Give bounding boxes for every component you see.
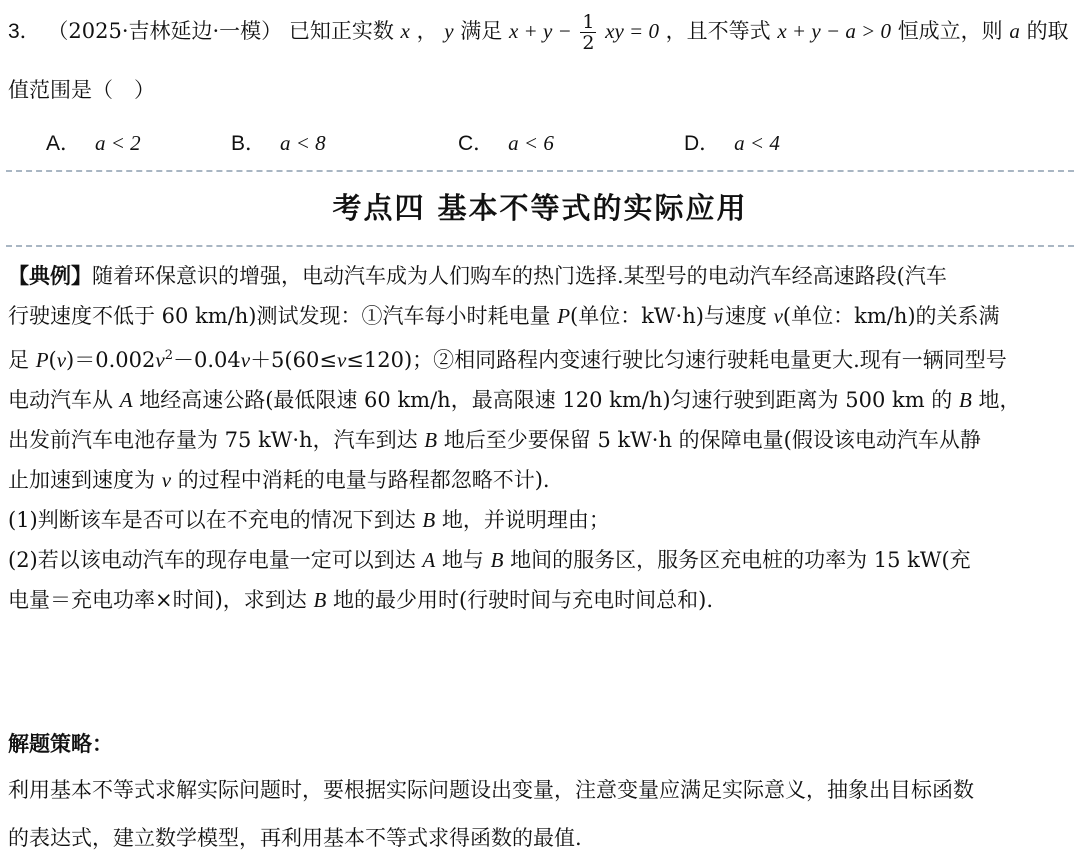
example-text: －0.04 bbox=[172, 348, 241, 372]
var-P: P bbox=[35, 348, 49, 372]
example-text: ≤120)；②相同路程内变速行驶比匀速行驶耗电量更大.现有一辆同型号 bbox=[346, 348, 1007, 372]
inequality: x + y − a > 0 bbox=[777, 19, 891, 43]
strategy-line-2: 的表达式，建立数学模型，再利用基本不等式求得函数的最值. bbox=[8, 826, 582, 850]
question-text: 恒成立，则 bbox=[897, 19, 1003, 43]
var-y: y bbox=[444, 19, 454, 43]
example-text: 地后至少要保留 5 kW·h 的保障电量(假设该电动汽车从静 bbox=[437, 428, 981, 452]
example-tag: 【典例】 bbox=[8, 263, 92, 288]
question-stem-line-1 bbox=[8, 6, 1080, 57]
equation-left: x + y − bbox=[508, 19, 572, 43]
dashed-divider-bottom bbox=[6, 245, 1074, 247]
example-text: ( bbox=[48, 348, 57, 372]
var-P: P bbox=[557, 304, 571, 328]
option-c[interactable] bbox=[458, 128, 554, 159]
example-text: 出发前汽车电池存量为 75 kW·h，汽车到达 bbox=[8, 428, 425, 452]
example-text: (单位：km/h)的关系满 bbox=[782, 304, 1000, 328]
var-v: v bbox=[161, 468, 172, 492]
var-v: v bbox=[56, 348, 67, 372]
example-text: 地与 bbox=[435, 548, 491, 572]
option-value: a < 2 bbox=[95, 131, 141, 155]
fraction-denominator: 2 bbox=[582, 32, 595, 54]
fraction-half bbox=[580, 12, 596, 53]
example-text: (1)判断该车是否可以在不充电的情况下到达 bbox=[8, 508, 423, 532]
example-text: 地经高速公路(最低限速 60 km/h，最高限速 120 km/h)匀速行驶到距离为 500 km 的 bbox=[132, 388, 959, 412]
option-value: a < 4 bbox=[734, 131, 780, 155]
question-text: 已知正实数 bbox=[288, 19, 394, 43]
example-text: 电量＝充电功率×时间)，求到达 bbox=[8, 588, 314, 612]
answer-options bbox=[0, 128, 1080, 158]
section-heading: 考点四 基本不等式的实际应用 bbox=[332, 191, 748, 225]
example-text: 地间的服务区，服务区充电桩的功率为 15 kW(充 bbox=[503, 548, 971, 572]
option-value: a < 8 bbox=[280, 131, 326, 155]
var-v: v bbox=[336, 348, 347, 372]
strategy-title: 解题策略： bbox=[8, 731, 113, 756]
var-B: B bbox=[958, 388, 972, 412]
option-label: A． bbox=[46, 132, 82, 155]
example-line-3 bbox=[8, 336, 1074, 380]
example-text: 地的最少用时(行驶时间与充电时间总和). bbox=[326, 588, 714, 612]
var-B: B bbox=[422, 508, 436, 532]
example-text: 地，并说明理由； bbox=[435, 508, 610, 532]
example-text: 电动汽车从 bbox=[8, 388, 120, 412]
example-text: )＝0.002 bbox=[66, 348, 156, 372]
fraction-numerator: 1 bbox=[582, 11, 595, 33]
example-text: 的过程中消耗的电量与路程都忽略不计). bbox=[171, 468, 550, 492]
exponent: 2 bbox=[164, 348, 173, 363]
option-label: C． bbox=[458, 132, 495, 155]
var-A: A bbox=[422, 548, 436, 572]
example-line-4 bbox=[8, 380, 1074, 420]
option-b[interactable] bbox=[231, 128, 326, 159]
var-v: v bbox=[155, 348, 165, 372]
option-value: a < 6 bbox=[508, 131, 554, 155]
var-x: x bbox=[400, 19, 410, 43]
sub-question-2-line-1 bbox=[8, 540, 1074, 580]
option-label: D． bbox=[684, 132, 721, 155]
var-v: v bbox=[240, 348, 251, 372]
var-v: v bbox=[773, 304, 783, 328]
comma: ， bbox=[416, 19, 438, 43]
question-text: 的取 bbox=[1026, 19, 1069, 43]
question-text: ，且不等式 bbox=[665, 19, 771, 43]
var-B: B bbox=[424, 428, 438, 452]
option-d[interactable] bbox=[684, 128, 780, 159]
var-a: a bbox=[1009, 19, 1020, 43]
example-text: ＋5(60≤ bbox=[250, 348, 337, 372]
strategy-section bbox=[8, 722, 1074, 862]
sub-question-2-line-2 bbox=[8, 580, 1074, 620]
var-A: A bbox=[119, 388, 133, 412]
equation-right: xy = 0 bbox=[605, 19, 659, 43]
example-text: (单位：kW·h)与速度 bbox=[570, 304, 774, 328]
question-stem-line-2: 值范围是（ ） bbox=[8, 78, 155, 102]
var-B: B bbox=[313, 588, 327, 612]
var-B: B bbox=[490, 548, 504, 572]
option-label: B． bbox=[231, 132, 267, 155]
dashed-divider-top bbox=[6, 170, 1074, 172]
example-line-1 bbox=[8, 256, 1074, 296]
strategy-line-1: 利用基本不等式求解实际问题时，要根据实际问题设出变量，注意变量应满足实际意义，抽象出目标函数 bbox=[8, 778, 974, 802]
question-number: 3． bbox=[8, 20, 41, 43]
question-source: （2025·吉林延边·一模） bbox=[47, 19, 283, 43]
sub-question-1 bbox=[8, 500, 1074, 540]
example-text: 止加速到速度为 bbox=[8, 468, 162, 492]
example-text: 行驶速度不低于 60 km/h)测试发现：①汽车每小时耗电量 bbox=[8, 304, 558, 328]
example-line-5 bbox=[8, 420, 1074, 460]
example-line-6 bbox=[8, 460, 1074, 500]
option-a[interactable] bbox=[46, 128, 141, 159]
question-text: 满足 bbox=[460, 19, 503, 43]
example-text: 足 bbox=[8, 348, 36, 372]
example-text: 地， bbox=[971, 388, 1021, 412]
example-problem bbox=[8, 256, 1074, 620]
example-text: 随着环保意识的增强，电动汽车成为人们购车的热门选择.某型号的电动汽车经高速路段(汽车 bbox=[92, 264, 947, 288]
example-text: (2)若以该电动汽车的现存电量一定可以到达 bbox=[8, 548, 423, 572]
example-line-2 bbox=[8, 296, 1074, 336]
